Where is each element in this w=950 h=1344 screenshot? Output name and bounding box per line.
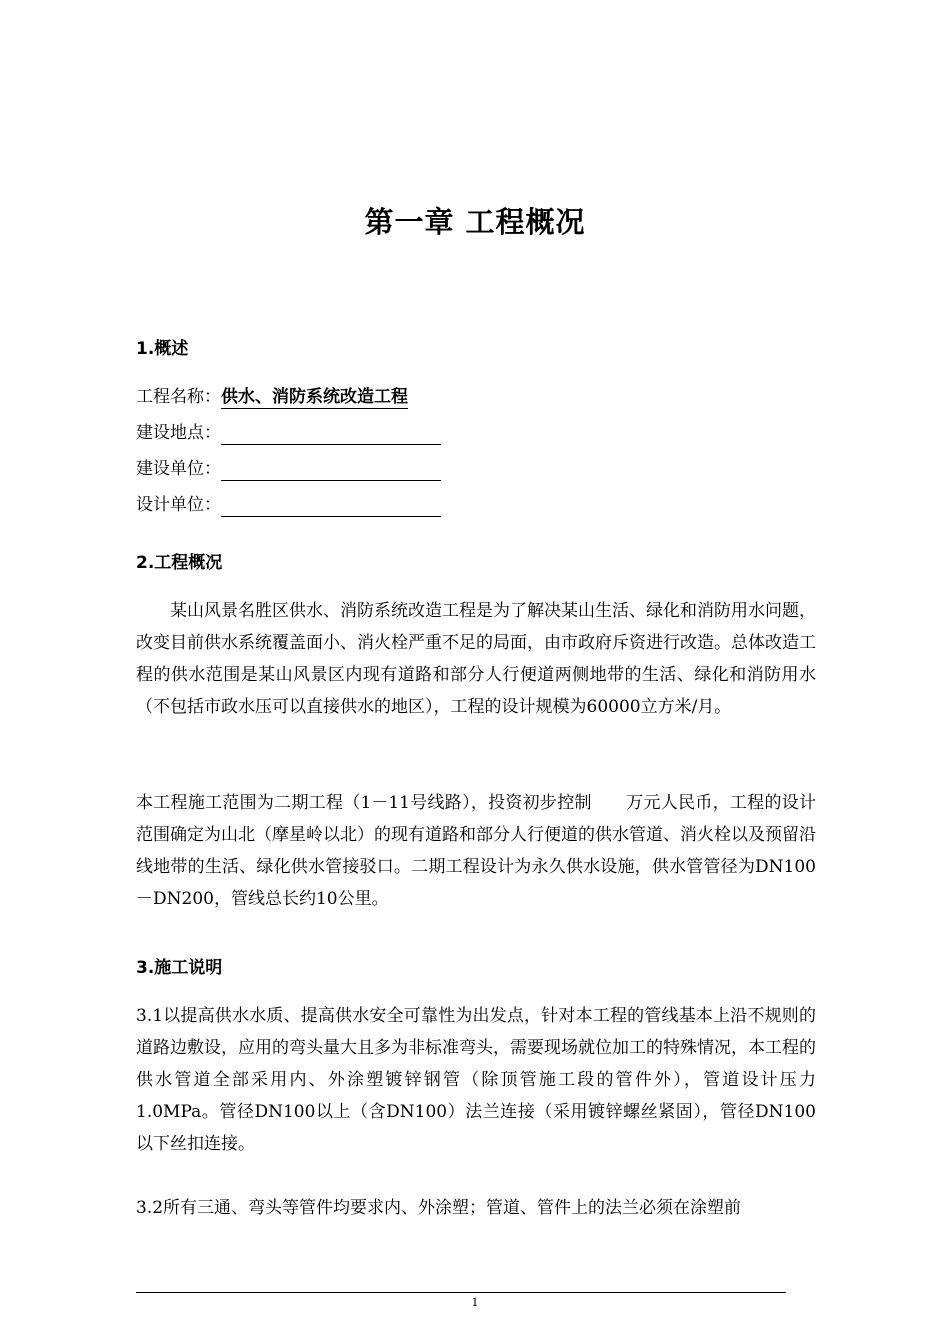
field-value-blank xyxy=(221,422,441,445)
field-label: 建设地点： xyxy=(136,423,221,443)
paragraph-3-2: 3.2所有三通、弯头等管件均要求内、外涂塑；管道、管件上的法兰必须在涂塑前 xyxy=(136,1198,742,1218)
field-designer xyxy=(136,490,441,520)
footer-divider xyxy=(136,1292,786,1293)
field-location xyxy=(136,418,441,448)
page-number: 1 xyxy=(471,1296,479,1309)
field-owner xyxy=(136,454,441,484)
section-heading-overview: 1.概述 xyxy=(136,339,189,359)
paragraph-3-1: 3.1以提高供水水质、提高供水安全可靠性为出发点，针对本工程的管线基本上沿不规则的道路边敷设，应用的弯头量大且多为非标准弯头，需要现场就位加工的特殊情况，本工程的供水管道全部采用内、外涂塑镀锌钢管（除顶管施工段的管件外），管道设计压力1.0MPa。管径DN100以上（含DN100）法兰连接（采用镀锌螺丝紧固），管径DN100以下丝扣连接。 xyxy=(136,1006,816,1154)
field-value-blank xyxy=(221,494,441,517)
paragraph-project-intro: 某山风景名胜区供水、消防系统改造工程是为了解决某山生活、绿化和消防用水问题，改变目前供水系统覆盖面小、消火栓严重不足的局面，由市政府斥资进行改造。总体改造工程的供水范围是某山风景区内现有道路和部分人行便道两侧地带的生活、绿化和消防用水（不包括市政水压可以直接供水的地区），工程的设计规模为60000立方米/月。 xyxy=(136,601,816,717)
section-heading-project: 2.工程概况 xyxy=(136,553,223,573)
field-label: 设计单位： xyxy=(136,495,221,515)
chapter-title: 第一章 工程概况 xyxy=(364,205,586,239)
field-project-name xyxy=(136,382,408,412)
field-label: 工程名称： xyxy=(136,387,221,407)
field-value-blank xyxy=(221,458,441,481)
paragraph-scope: 本工程施工范围为二期工程（1－11号线路），投资初步控制 万元人民币，工程的设计范围确定为山北（摩星岭以北）的现有道路和部分人行便道的供水管道、消火栓以及预留沿线地带的生活、绿化供水管接驳口。二期工程设计为永久供水设施，供水管管径为DN100－DN200，管线总长约10公里。 xyxy=(136,793,816,909)
field-value: 供水、消防系统改造工程 xyxy=(221,387,408,407)
section-heading-construction: 3.施工说明 xyxy=(136,958,223,978)
field-label: 建设单位： xyxy=(136,459,221,479)
